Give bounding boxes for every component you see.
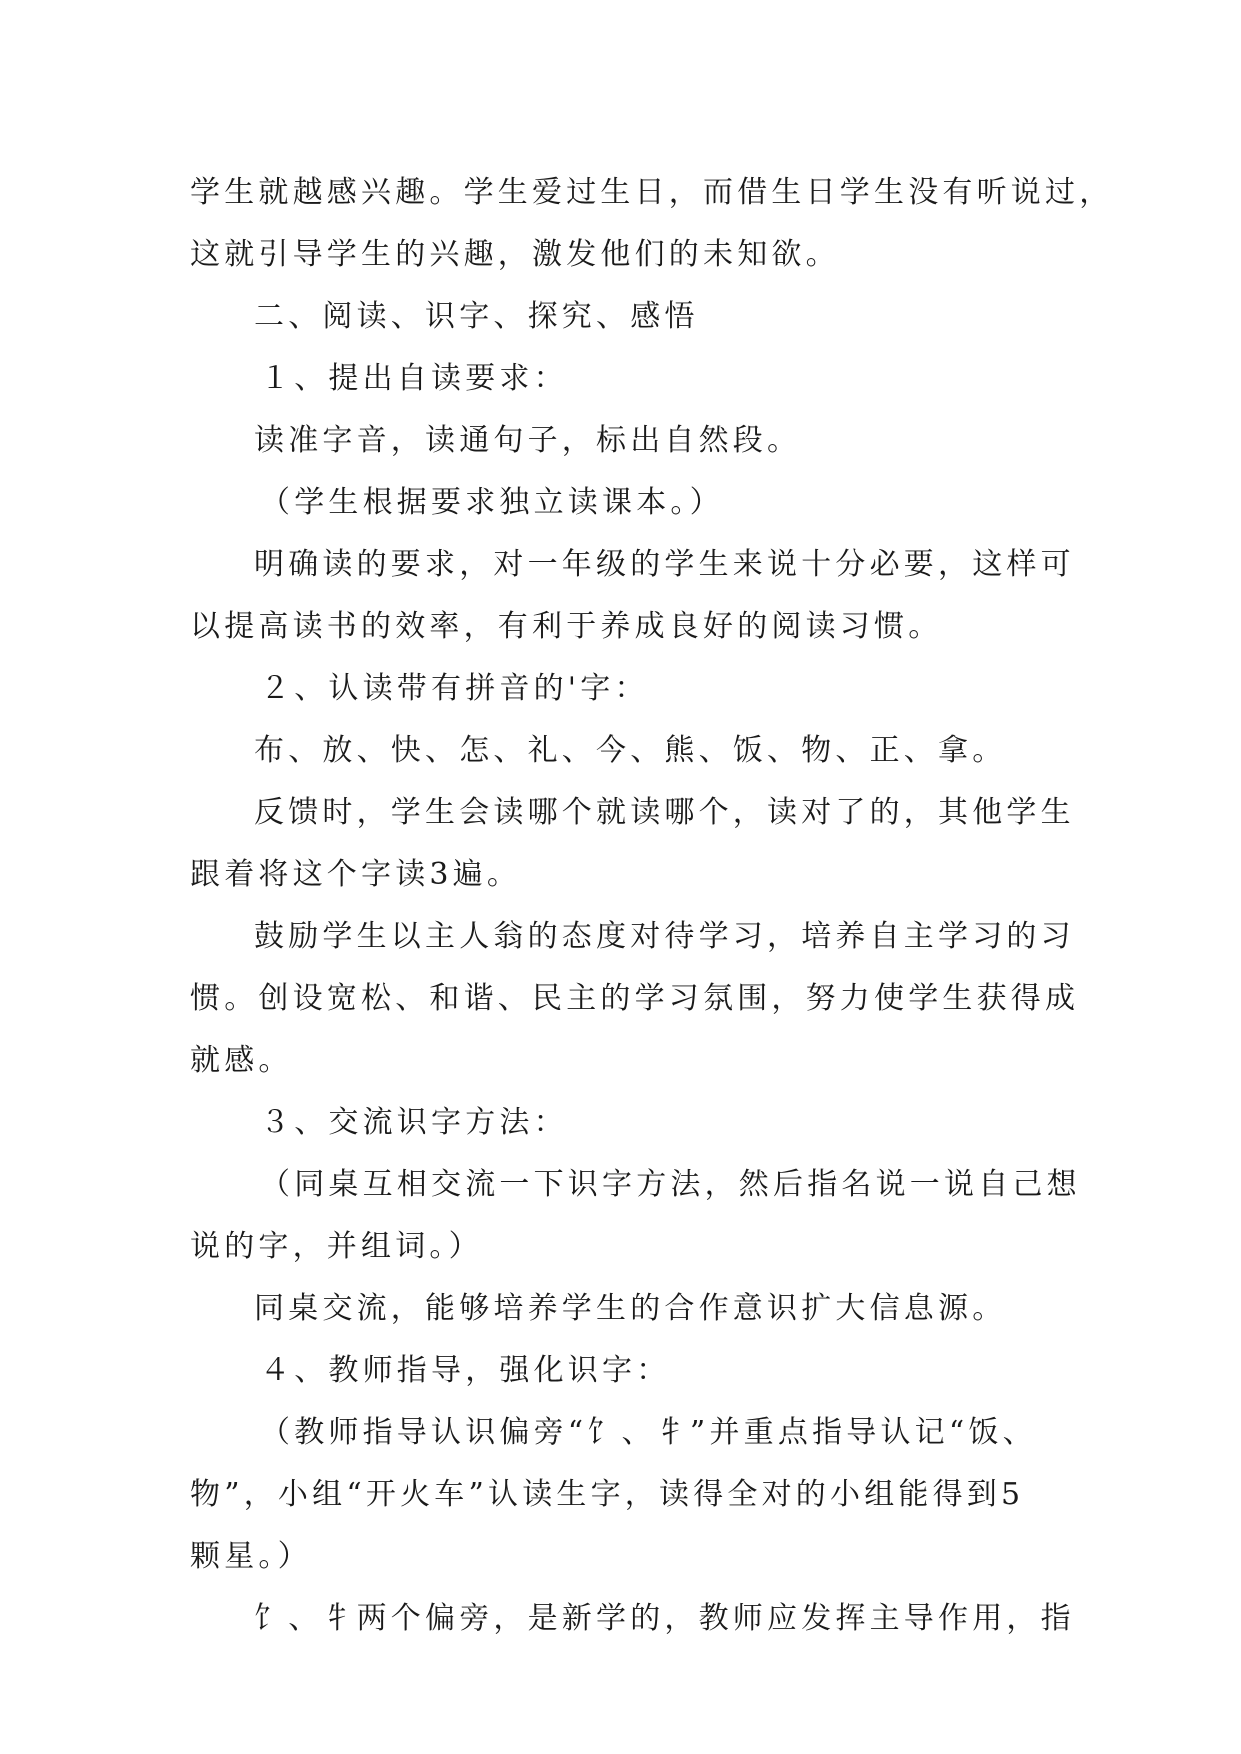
text-line-24: 饣、牜两个偏旁，是新学的，教师应发挥主导作用，指 [254, 1601, 1075, 1636]
text-line-2: 这就引导学生的兴趣，激发他们的未知欲。 [190, 237, 840, 272]
text-line-8: 以提高读书的效率，有利于养成良好的阅读习惯。 [190, 609, 943, 644]
step-heading-1: １、提出自读要求： [260, 361, 568, 396]
character-list: 布、放、快、怎、礼、今、熊、饭、物、正、拿。 [254, 733, 1007, 768]
document-body [190, 162, 1114, 1650]
text-line-11: 反馈时，学生会读哪个就读哪个，读对了的，其他学生 [254, 795, 1075, 830]
text-line-21: （教师指导认识偏旁“饣、牜”并重点指导认记“饭、 [260, 1415, 1037, 1450]
step-heading-3: ３、交流识字方法： [260, 1105, 568, 1140]
text-line-1: 学生就越感兴趣。学生爱过生日，而借生日学生没有听说过， [190, 175, 1114, 210]
text-line-6: （学生根据要求独立读课本。） [260, 485, 724, 520]
text-line-7: 明确读的要求，对一年级的学生来说十分必要，这样可 [254, 547, 1075, 582]
section-heading: 二、阅读、识字、探究、感悟 [254, 299, 699, 334]
text-line-18: 说的字，并组词。） [190, 1229, 483, 1264]
text-line-5: 读准字音，读通句子，标出自然段。 [254, 423, 802, 458]
text-line-23: 颗星。） [190, 1539, 312, 1574]
step-heading-2: ２、认读带有拼音的'字： [260, 671, 649, 706]
text-line-15: 就感。 [190, 1043, 293, 1078]
text-line-12: 跟着将这个字读3遍。 [190, 857, 522, 892]
text-line-17: （同桌互相交流一下识字方法，然后指名说一说自己想 [260, 1167, 1081, 1202]
text-line-13: 鼓励学生以主人翁的态度对待学习，培养自主学习的习 [254, 919, 1075, 954]
text-line-19: 同桌交流，能够培养学生的合作意识扩大信息源。 [254, 1291, 1007, 1326]
text-line-14: 惯。创设宽松、和谐、民主的学习氛围，努力使学生获得成 [190, 981, 1080, 1016]
step-heading-4: ４、教师指导，强化识字： [260, 1353, 671, 1388]
text-line-22: 物”，小组“开火车”认读生字，读得全对的小组能得到5 [190, 1477, 1025, 1512]
